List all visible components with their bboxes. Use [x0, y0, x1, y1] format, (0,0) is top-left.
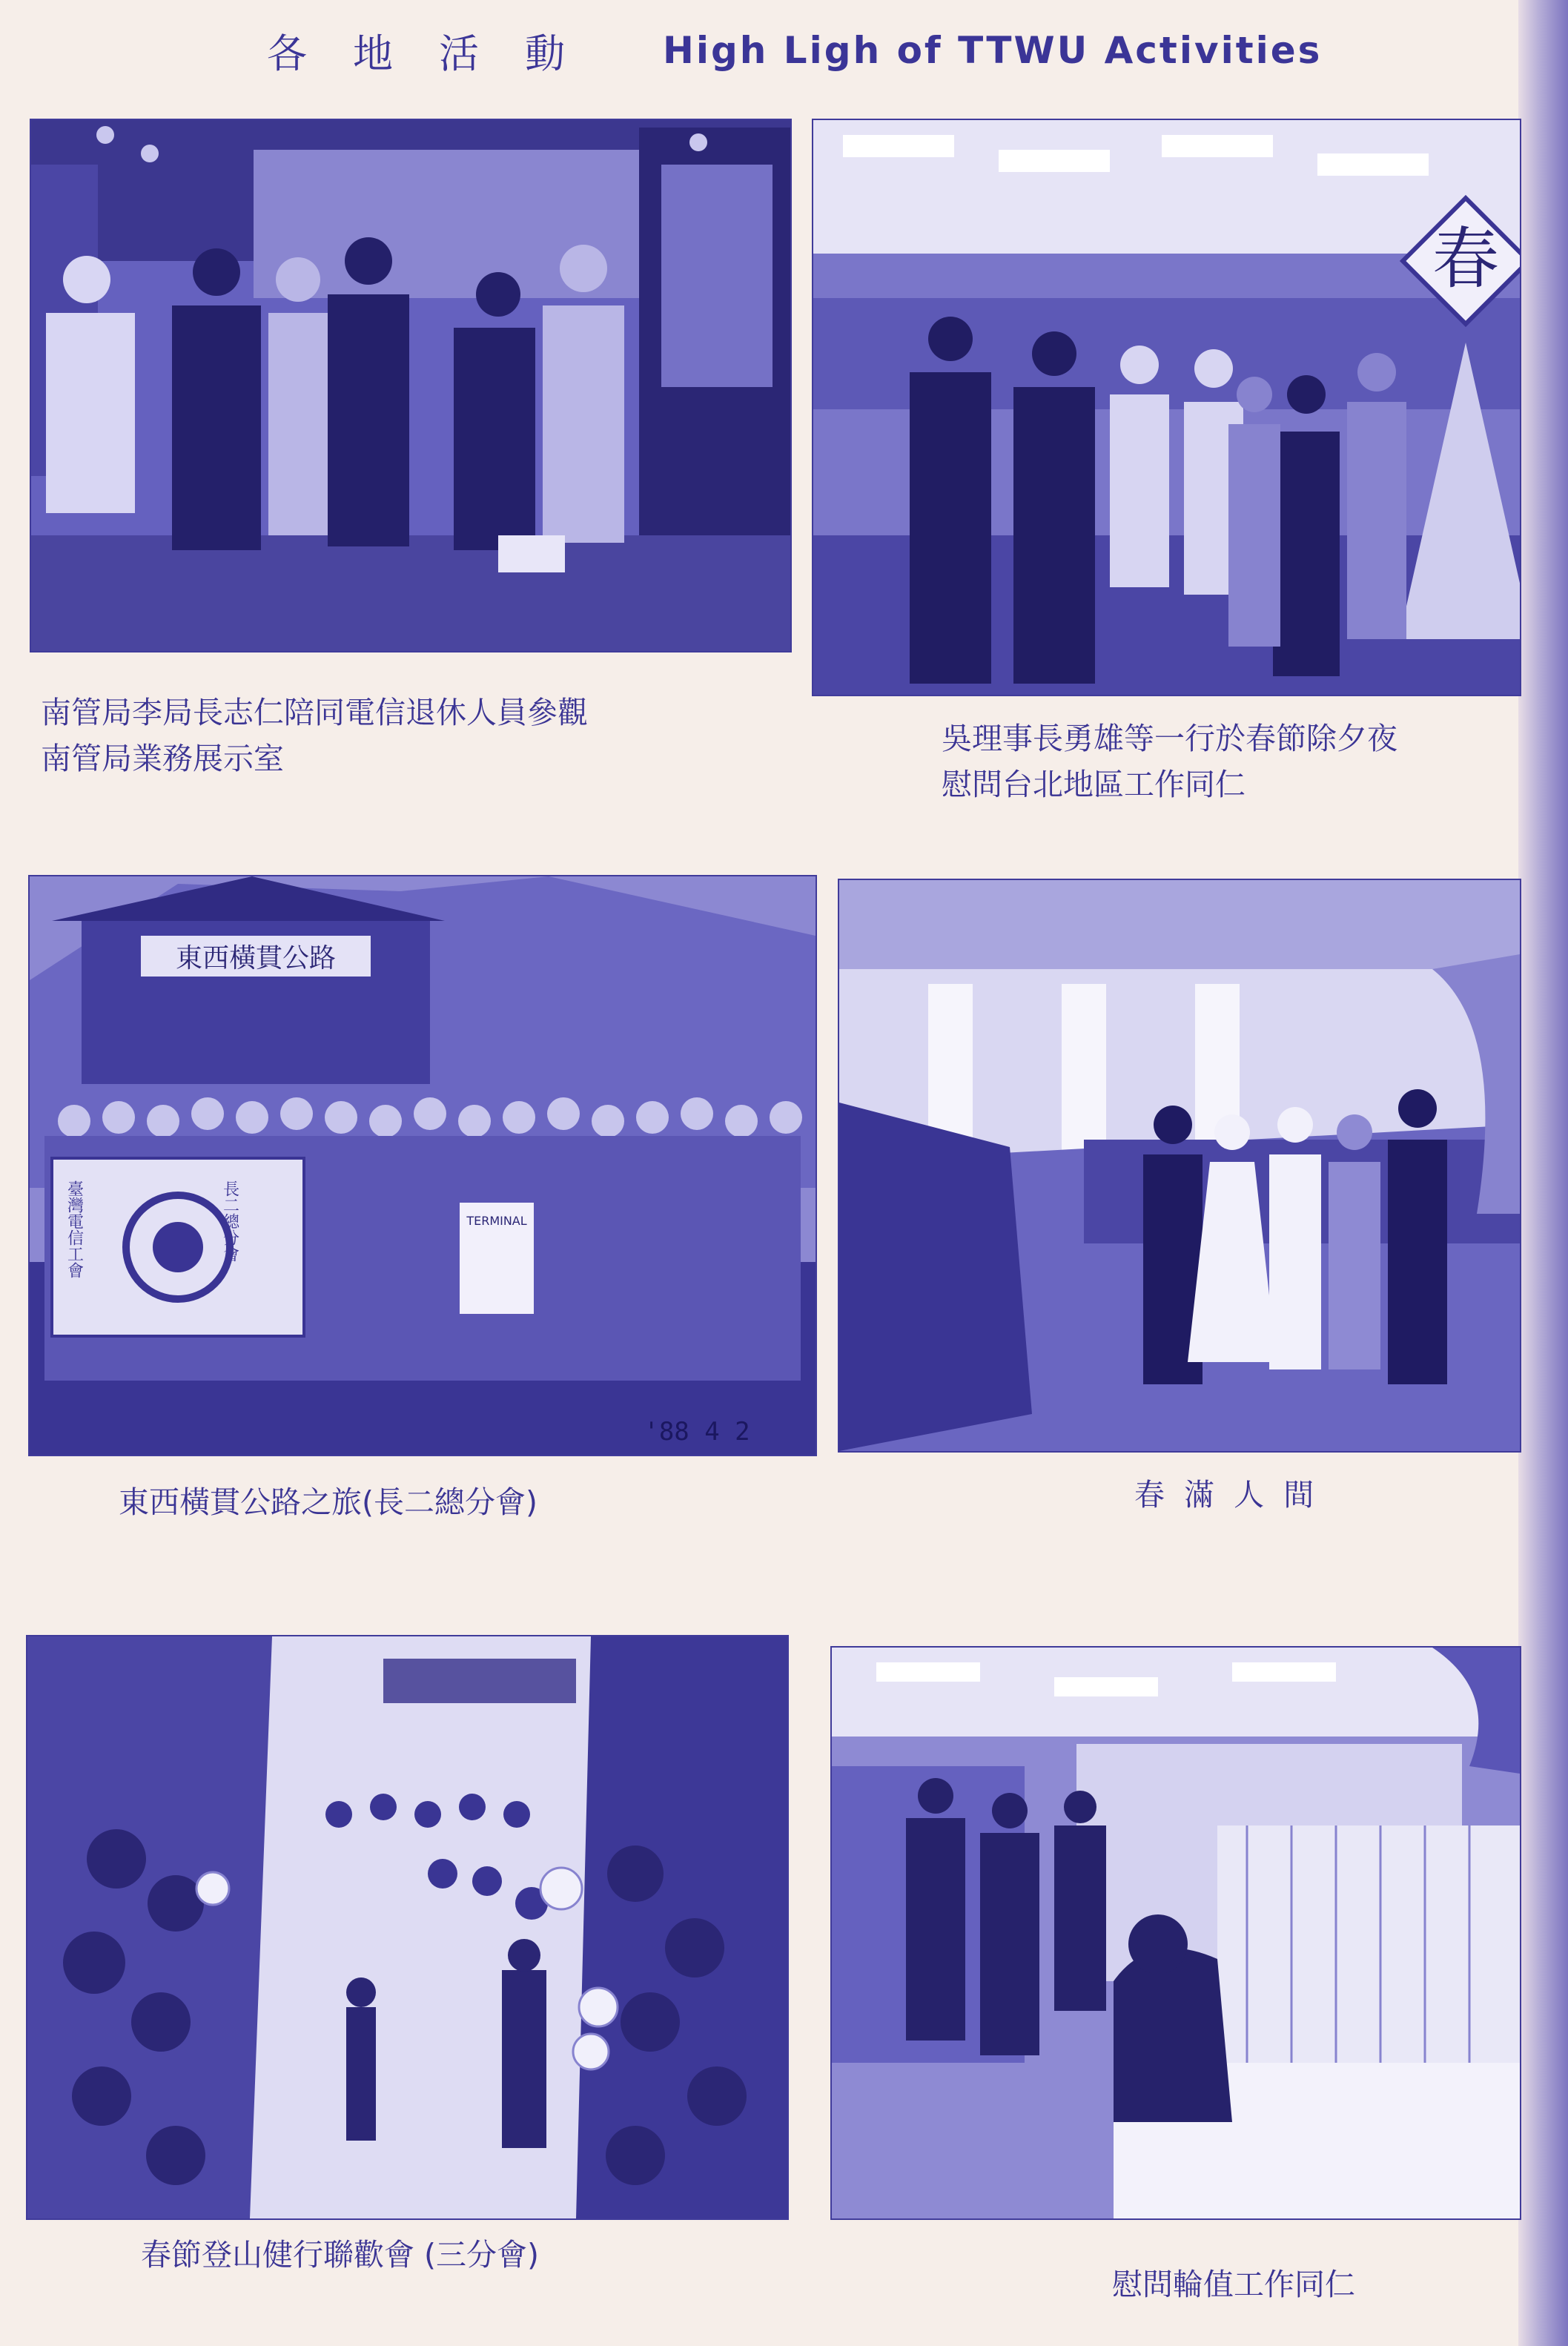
shirt-print-text: TERMINAL: [466, 1214, 527, 1228]
caption-line: 春 滿 人 間: [1134, 1477, 1314, 1513]
photo-cross-island-highway-trip: [28, 875, 817, 1456]
photo-spring-hiking-party: [26, 1635, 789, 2220]
gate-sign-text: 東西橫貫公路: [175, 943, 337, 974]
photo-spring-hall: [838, 879, 1521, 1453]
caption-new-years-eve-visit: [942, 716, 1397, 807]
caption-line: 吳理事長勇雄等一行於春節除夕夜: [942, 721, 1397, 756]
caption-cross-island-highway-trip: [119, 1479, 537, 1525]
caption-line: 南管局業務展示室: [41, 741, 284, 776]
page-title-chinese: 各地活動: [267, 30, 611, 77]
page-fold-edge: [1518, 0, 1568, 2346]
caption-line: 慰問台北地區工作同仁: [942, 767, 1246, 802]
caption-exhibition-visit: [41, 690, 588, 782]
caption-on-duty-staff: [1112, 2261, 1355, 2307]
page-header: [267, 21, 1322, 80]
photo-new-years-eve-visit: [812, 119, 1521, 696]
caption-line: 東西橫貫公路之旅(長二總分會): [119, 1484, 537, 1520]
page-title-english: High Ligh of TTWU Activities: [663, 29, 1323, 72]
flag-sub-text: 長二總分會: [220, 1180, 239, 1262]
photo-exhibition-visit: [30, 119, 792, 652]
caption-line: 春節登山健行聯歡會 (三分會): [141, 2237, 540, 2273]
caption-spring-hiking-party: [141, 2232, 539, 2278]
photo-on-duty-staff: [830, 1646, 1521, 2220]
banner-character: 春: [1432, 220, 1499, 298]
date-stamp: '88 4 2: [644, 1417, 750, 1447]
caption-line: 南管局李局長志仁陪同電信退休人員參觀: [41, 695, 588, 730]
caption-spring-hall: [1134, 1472, 1314, 1518]
caption-line: 慰問輪值工作同仁: [1112, 2267, 1355, 2302]
flag-text: 臺灣電信工會: [64, 1180, 84, 1278]
